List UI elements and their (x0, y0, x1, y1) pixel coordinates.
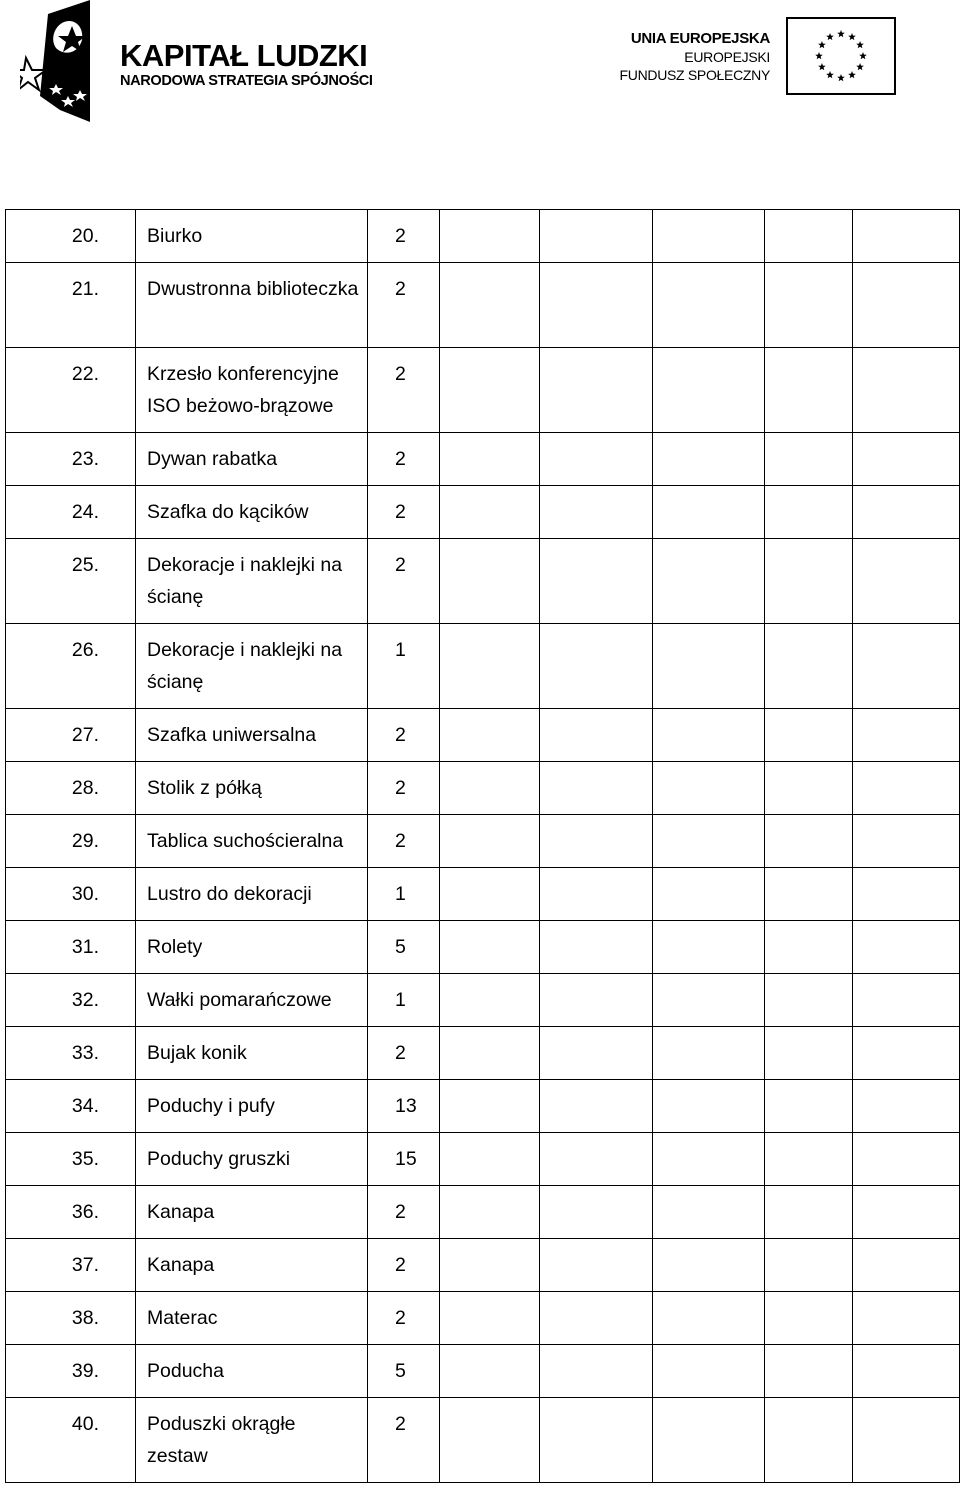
item-name-cell (136, 974, 368, 1027)
item-name: Tablica suchościeralna (147, 830, 344, 852)
item-name-cell (136, 539, 368, 624)
item-quantity-cell (368, 921, 440, 974)
empty-cell (653, 974, 765, 1027)
item-number-cell (6, 1080, 136, 1133)
table-row (6, 210, 960, 263)
item-name-cell (136, 1186, 368, 1239)
item-number: 21. (71, 278, 99, 300)
table-row (6, 433, 960, 486)
empty-cell (440, 868, 540, 921)
empty-cell (765, 1239, 853, 1292)
empty-cell (440, 1027, 540, 1080)
empty-cell (765, 348, 853, 433)
empty-cell (853, 433, 960, 486)
item-quantity: 2 (395, 1307, 406, 1329)
item-number: 30. (71, 883, 99, 905)
empty-cell (440, 1239, 540, 1292)
empty-cell (653, 1080, 765, 1133)
empty-cell (853, 348, 960, 433)
empty-cell (853, 868, 960, 921)
empty-cell (540, 1292, 653, 1345)
empty-cell (540, 921, 653, 974)
empty-cell (765, 1345, 853, 1398)
empty-cell (440, 433, 540, 486)
empty-cell (540, 539, 653, 624)
empty-cell (440, 709, 540, 762)
empty-cell (853, 263, 960, 348)
empty-cell (540, 1133, 653, 1186)
item-name-cell (136, 263, 368, 348)
empty-cell (653, 1133, 765, 1186)
table-row (6, 624, 960, 709)
item-name: Biurko (147, 225, 203, 247)
empty-cell (440, 624, 540, 709)
item-quantity: 2 (395, 830, 406, 852)
item-name: Kanapa (147, 1201, 215, 1223)
kapital-ludzki-wordmark (120, 40, 373, 90)
item-name: Poducha (147, 1360, 224, 1382)
item-number-cell (6, 539, 136, 624)
item-number-cell (6, 1133, 136, 1186)
item-name-cell (136, 1133, 368, 1186)
table-row (6, 263, 960, 348)
empty-cell (540, 1080, 653, 1133)
item-number: 40. (71, 1413, 99, 1435)
item-quantity: 2 (395, 777, 406, 799)
empty-cell (765, 868, 853, 921)
item-number: 20. (71, 225, 99, 247)
item-quantity-cell (368, 486, 440, 539)
empty-cell (765, 263, 853, 348)
item-number: 37. (71, 1254, 99, 1276)
kapital-ludzki-subtitle: NARODOWA STRATEGIA SPÓJNOŚCI (120, 73, 373, 89)
item-name: Rolety (147, 936, 203, 958)
table-row (6, 1292, 960, 1345)
empty-cell (540, 709, 653, 762)
item-number: 23. (71, 448, 99, 470)
empty-cell (853, 1239, 960, 1292)
item-name-cell (136, 210, 368, 263)
eu-wordmark (620, 30, 770, 84)
table-row (6, 1027, 960, 1080)
empty-cell (765, 1133, 853, 1186)
empty-cell (440, 1186, 540, 1239)
item-name: Wałki pomarańczowe (147, 989, 332, 1011)
empty-cell (653, 486, 765, 539)
item-name: Dekoracje i naklejki na ścianę (147, 554, 343, 608)
table-row (6, 868, 960, 921)
empty-cell (653, 1398, 765, 1483)
item-number-cell (6, 1292, 136, 1345)
empty-cell (853, 762, 960, 815)
item-name-cell (136, 1398, 368, 1483)
empty-cell (765, 1027, 853, 1080)
item-number: 26. (71, 639, 99, 661)
item-quantity: 2 (395, 554, 406, 576)
item-number-cell (6, 1239, 136, 1292)
item-name-cell (136, 1080, 368, 1133)
item-quantity: 2 (395, 448, 406, 470)
empty-cell (765, 709, 853, 762)
item-name: Stolik z półką (147, 777, 262, 799)
item-quantity: 1 (395, 989, 406, 1011)
empty-cell (653, 815, 765, 868)
item-quantity: 2 (395, 724, 406, 746)
item-quantity-cell (368, 624, 440, 709)
table-row (6, 1080, 960, 1133)
items-table (5, 209, 960, 1483)
item-number: 35. (71, 1148, 99, 1170)
item-quantity-cell (368, 1345, 440, 1398)
item-name-cell (136, 486, 368, 539)
empty-cell (540, 1239, 653, 1292)
empty-cell (765, 762, 853, 815)
item-quantity-cell (368, 1027, 440, 1080)
empty-cell (853, 815, 960, 868)
empty-cell (853, 539, 960, 624)
item-number-cell (6, 1345, 136, 1398)
empty-cell (540, 868, 653, 921)
item-number-cell (6, 1027, 136, 1080)
empty-cell (765, 974, 853, 1027)
empty-cell (853, 624, 960, 709)
empty-cell (653, 1292, 765, 1345)
item-name: Szafka do kącików (147, 501, 309, 523)
item-number: 36. (71, 1201, 99, 1223)
kapital-ludzki-title: KAPITAŁ LUDZKI (120, 38, 368, 73)
item-quantity: 2 (395, 278, 406, 300)
page-header (0, 0, 960, 130)
empty-cell (540, 1398, 653, 1483)
item-number-cell (6, 433, 136, 486)
empty-cell (540, 815, 653, 868)
empty-cell (853, 210, 960, 263)
item-number-cell (6, 1398, 136, 1483)
table-row (6, 539, 960, 624)
table-row (6, 974, 960, 1027)
item-quantity-cell (368, 1080, 440, 1133)
table-row (6, 709, 960, 762)
item-name: Dwustronna biblioteczka (147, 278, 359, 300)
empty-cell (653, 868, 765, 921)
item-number-cell (6, 762, 136, 815)
item-quantity-cell (368, 1133, 440, 1186)
item-number: 22. (71, 363, 99, 385)
empty-cell (853, 1080, 960, 1133)
empty-cell (653, 539, 765, 624)
item-number: 28. (71, 777, 99, 799)
empty-cell (765, 539, 853, 624)
item-quantity: 2 (395, 363, 406, 385)
empty-cell (540, 1186, 653, 1239)
item-name: Dekoracje i naklejki na ścianę (147, 639, 343, 693)
empty-cell (853, 1027, 960, 1080)
item-quantity-cell (368, 1239, 440, 1292)
item-number: 32. (71, 989, 99, 1011)
empty-cell (440, 1398, 540, 1483)
item-quantity-cell (368, 348, 440, 433)
empty-cell (540, 486, 653, 539)
item-number-cell (6, 815, 136, 868)
table-row (6, 1398, 960, 1483)
empty-cell (440, 815, 540, 868)
empty-cell (765, 433, 853, 486)
empty-cell (853, 974, 960, 1027)
empty-cell (440, 974, 540, 1027)
eu-fund-line1: EUROPEJSKI (684, 49, 770, 65)
item-quantity-cell (368, 709, 440, 762)
item-quantity: 2 (395, 1042, 406, 1064)
empty-cell (765, 1292, 853, 1345)
item-number: 38. (71, 1307, 99, 1329)
empty-cell (440, 210, 540, 263)
item-name-cell (136, 1345, 368, 1398)
item-quantity-cell (368, 539, 440, 624)
item-name: Materac (147, 1307, 218, 1329)
item-name-cell (136, 762, 368, 815)
empty-cell (853, 1398, 960, 1483)
item-number: 33. (71, 1042, 99, 1064)
table-row (6, 921, 960, 974)
item-quantity: 1 (395, 639, 406, 661)
item-quantity-cell (368, 762, 440, 815)
empty-cell (853, 1345, 960, 1398)
empty-cell (653, 921, 765, 974)
item-quantity: 1 (395, 883, 406, 905)
empty-cell (653, 210, 765, 263)
item-number-cell (6, 486, 136, 539)
empty-cell (440, 539, 540, 624)
empty-cell (653, 1239, 765, 1292)
table-row (6, 348, 960, 433)
empty-cell (540, 433, 653, 486)
table-row (6, 1186, 960, 1239)
empty-cell (440, 1133, 540, 1186)
item-quantity: 13 (395, 1095, 417, 1117)
empty-cell (540, 1345, 653, 1398)
empty-cell (440, 1080, 540, 1133)
item-number-cell (6, 709, 136, 762)
empty-cell (653, 709, 765, 762)
item-quantity-cell (368, 974, 440, 1027)
item-quantity-cell (368, 433, 440, 486)
empty-cell (765, 210, 853, 263)
item-number: 31. (71, 936, 99, 958)
item-name-cell (136, 1292, 368, 1345)
item-quantity-cell (368, 815, 440, 868)
item-name-cell (136, 815, 368, 868)
item-name-cell (136, 1027, 368, 1080)
item-number-cell (6, 868, 136, 921)
item-name-cell (136, 624, 368, 709)
item-quantity: 5 (395, 1360, 406, 1382)
empty-cell (853, 921, 960, 974)
empty-cell (653, 1027, 765, 1080)
item-number: 24. (71, 501, 99, 523)
empty-cell (853, 1186, 960, 1239)
empty-cell (540, 348, 653, 433)
empty-cell (765, 1186, 853, 1239)
empty-cell (853, 1133, 960, 1186)
empty-cell (653, 1186, 765, 1239)
item-quantity: 2 (395, 501, 406, 523)
empty-cell (540, 762, 653, 815)
item-quantity: 2 (395, 1201, 406, 1223)
item-name: Krzesło konferencyjne ISO beżowo-brązowe (147, 363, 339, 417)
item-quantity: 2 (395, 1254, 406, 1276)
kapital-ludzki-logo (20, 0, 120, 124)
item-name-cell (136, 1239, 368, 1292)
item-name: Dywan rabatka (147, 448, 278, 470)
empty-cell (765, 1398, 853, 1483)
item-number: 27. (71, 724, 99, 746)
item-name-cell (136, 921, 368, 974)
empty-cell (653, 1345, 765, 1398)
item-number: 29. (71, 830, 99, 852)
item-name-cell (136, 348, 368, 433)
item-name: Poduszki okrągłe zestaw (147, 1413, 296, 1467)
item-number: 39. (71, 1360, 99, 1382)
item-name: Bujak konik (147, 1042, 247, 1064)
item-name: Kanapa (147, 1254, 215, 1276)
item-number: 34. (71, 1095, 99, 1117)
item-number-cell (6, 263, 136, 348)
empty-cell (440, 348, 540, 433)
item-quantity-cell (368, 1398, 440, 1483)
empty-cell (540, 263, 653, 348)
item-quantity: 15 (395, 1148, 417, 1170)
empty-cell (540, 974, 653, 1027)
empty-cell (853, 709, 960, 762)
empty-cell (765, 921, 853, 974)
empty-cell (853, 1292, 960, 1345)
eu-flag-icon (786, 17, 896, 95)
empty-cell (653, 762, 765, 815)
item-quantity: 2 (395, 1413, 406, 1435)
empty-cell (440, 1345, 540, 1398)
item-name: Lustro do dekoracji (147, 883, 312, 905)
empty-cell (653, 348, 765, 433)
item-number-cell (6, 974, 136, 1027)
empty-cell (540, 1027, 653, 1080)
item-name-cell (136, 868, 368, 921)
empty-cell (653, 263, 765, 348)
item-number-cell (6, 348, 136, 433)
table-row (6, 1133, 960, 1186)
empty-cell (765, 1080, 853, 1133)
item-name-cell (136, 709, 368, 762)
item-quantity-cell (368, 868, 440, 921)
empty-cell (540, 624, 653, 709)
item-name: Szafka uniwersalna (147, 724, 317, 746)
item-quantity: 2 (395, 225, 406, 247)
empty-cell (440, 486, 540, 539)
table-row (6, 486, 960, 539)
table-row (6, 762, 960, 815)
empty-cell (853, 486, 960, 539)
empty-cell (653, 624, 765, 709)
empty-cell (653, 433, 765, 486)
item-quantity: 5 (395, 936, 406, 958)
item-number-cell (6, 210, 136, 263)
item-number-cell (6, 921, 136, 974)
item-name: Poduchy i pufy (147, 1095, 275, 1117)
empty-cell (540, 210, 653, 263)
item-number-cell (6, 1186, 136, 1239)
table-row (6, 815, 960, 868)
empty-cell (440, 762, 540, 815)
table-row (6, 1239, 960, 1292)
empty-cell (765, 624, 853, 709)
item-quantity-cell (368, 1292, 440, 1345)
empty-cell (440, 1292, 540, 1345)
empty-cell (765, 486, 853, 539)
item-quantity-cell (368, 210, 440, 263)
item-quantity-cell (368, 1186, 440, 1239)
table-row (6, 1345, 960, 1398)
item-number-cell (6, 624, 136, 709)
eu-fund-line2: FUNDUSZ SPOŁECZNY (619, 67, 770, 83)
empty-cell (440, 263, 540, 348)
item-name-cell (136, 433, 368, 486)
item-name: Poduchy gruszki (147, 1148, 291, 1170)
eu-name: UNIA EUROPEJSKA (630, 30, 770, 47)
item-quantity-cell (368, 263, 440, 348)
empty-cell (765, 815, 853, 868)
empty-cell (440, 921, 540, 974)
item-number: 25. (71, 554, 99, 576)
